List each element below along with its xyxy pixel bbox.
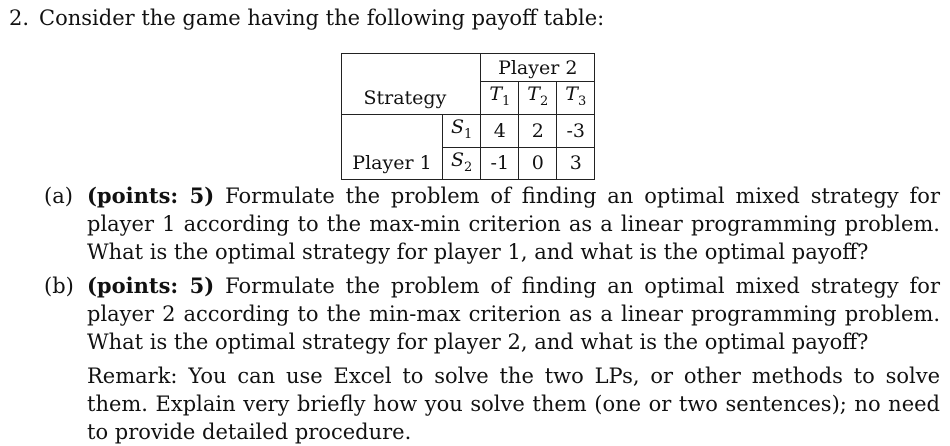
cell-s1-t2: 2 bbox=[519, 114, 557, 147]
part-a-label: (a) bbox=[44, 184, 73, 208]
problem-number: 2. bbox=[9, 6, 30, 30]
table-row bbox=[342, 82, 595, 115]
payoff-table bbox=[341, 53, 595, 180]
column-header-t3: $T_3$ bbox=[557, 82, 595, 115]
part-b-points: (points: 5) bbox=[87, 273, 215, 298]
cell-s2-t1: -1 bbox=[481, 147, 519, 180]
part-b bbox=[44, 272, 940, 356]
part-a-points: (points: 5) bbox=[87, 183, 215, 208]
cell-s1-t1: 4 bbox=[481, 114, 519, 147]
table-row bbox=[342, 114, 595, 147]
strategy-header: Strategy bbox=[342, 82, 481, 115]
part-b-text: Formulate the problem of finding an optimal mixed strategy for player 2 according to the min-max criterion as a linear programming problem. What is the optimal strategy for player 2, and what is the optimal payoff? bbox=[87, 274, 940, 354]
column-header-t2: $T_2$ bbox=[519, 82, 557, 115]
part-a-text: Formulate the problem of finding an optimal mixed strategy for player 1 according to the max-min criterion as a linear programming problem. What is the optimal strategy for player 1, and what is the optimal payoff? bbox=[87, 184, 940, 264]
strategy-corner-top bbox=[342, 54, 481, 82]
player1-label: Player 1 bbox=[342, 147, 443, 180]
row-header-s2: $S_2$ bbox=[443, 147, 481, 180]
question-parts bbox=[44, 182, 940, 446]
part-b-label: (b) bbox=[44, 274, 74, 298]
column-header-t1: $T_1$ bbox=[481, 82, 519, 115]
table-row bbox=[342, 54, 595, 82]
player1-cell-top bbox=[342, 114, 443, 147]
part-a bbox=[44, 182, 940, 266]
table-row bbox=[342, 147, 595, 180]
problem-intro: Consider the game having the following payoff table: bbox=[39, 6, 605, 30]
cell-s2-t2: 0 bbox=[519, 147, 557, 180]
row-header-s1: $S_1$ bbox=[443, 114, 481, 147]
problem-heading bbox=[9, 4, 604, 32]
player2-header: Player 2 bbox=[481, 54, 595, 82]
remark: Remark: You can use Excel to solve the two LPs, or other methods to solve them. Explain very briefly how you solve them (one or two sentences); no need to provide detailed procedure. bbox=[87, 364, 940, 444]
cell-s1-t3: -3 bbox=[557, 114, 595, 147]
cell-s2-t3: 3 bbox=[557, 147, 595, 180]
